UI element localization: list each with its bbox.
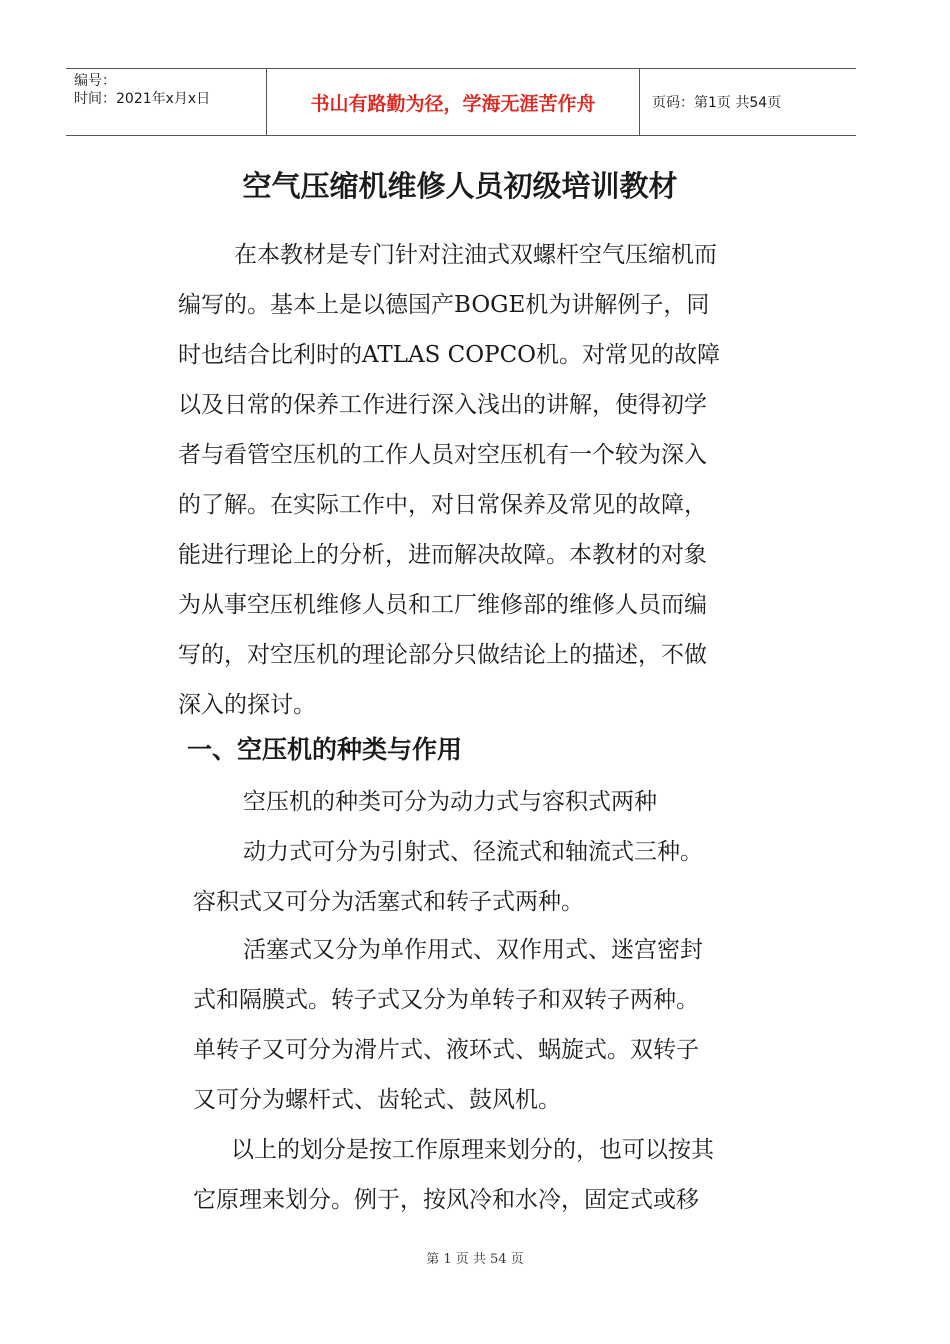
intro-line: 编写的。基本上是以德国产BOGE机为讲解例子，同 — [178, 292, 710, 318]
time-label: 时间：2021年x月x日 — [74, 91, 211, 107]
header-meta — [66, 69, 267, 135]
dynamic-types-paragraph — [193, 827, 703, 927]
types-paragraph: 空压机的种类可分为动力式与容积式两种 — [243, 789, 657, 815]
classification-paragraph — [193, 1125, 714, 1225]
piston-rotor-paragraph — [193, 925, 703, 1125]
header-motto: 书山有路勤为径，学海无涯苦作舟 — [267, 69, 640, 135]
page-header — [66, 68, 856, 136]
document-title: 空气压缩机维修人员初级培训教材 — [242, 169, 678, 203]
intro-line: 时也结合比利时的ATLAS COPCO机。对常见的故障 — [178, 342, 721, 368]
intro-line: 能进行理论上的分析，进而解决故障。本教材的对象 — [178, 542, 707, 568]
paragraph-line: 容积式又可分为活塞式和转子式两种。 — [193, 889, 584, 915]
paragraph-line: 它原理来划分。例于，按风冷和水冷，固定式或移 — [193, 1187, 699, 1213]
intro-line: 者与看管空压机的工作人员对空压机有一个较为深入 — [178, 442, 707, 468]
paragraph-line: 单转子又可分为滑片式、液环式、蜗旋式。双转子 — [193, 1037, 699, 1063]
intro-line: 的了解。在实际工作中，对日常保养及常见的故障， — [178, 492, 707, 518]
intro-line: 以及日常的保养工作进行深入浅出的讲解，使得初学 — [178, 392, 707, 418]
intro-line: 写的，对空压机的理论部分只做结论上的描述，不做 — [178, 642, 707, 668]
paragraph-line: 又可分为螺杆式、齿轮式、鼓风机。 — [193, 1087, 561, 1113]
intro-paragraph — [178, 230, 778, 730]
number-label: 编号： — [74, 73, 116, 89]
intro-line: 深入的探讨。 — [178, 692, 316, 718]
paragraph-line: 式和隔膜式。转子式又分为单转子和双转子两种。 — [193, 987, 699, 1013]
paragraph-line: 以上的划分是按工作原理来划分的，也可以按其 — [231, 1137, 714, 1163]
intro-line: 为从事空压机维修人员和工厂维修部的维修人员而编 — [178, 592, 707, 618]
header-page-info: 页码：第1页 共54页 — [652, 95, 782, 111]
paragraph-line: 活塞式又分为单作用式、双作用式、迷宫密封 — [243, 937, 703, 963]
page-footer: 第 1 页 共 54 页 — [426, 1252, 524, 1267]
section-heading: 一、空压机的种类与作用 — [187, 735, 463, 764]
paragraph-line: 动力式可分为引射式、径流式和轴流式三种。 — [243, 839, 703, 865]
intro-line: 在本教材是专门针对注油式双螺杆空气压缩机而 — [234, 242, 717, 268]
